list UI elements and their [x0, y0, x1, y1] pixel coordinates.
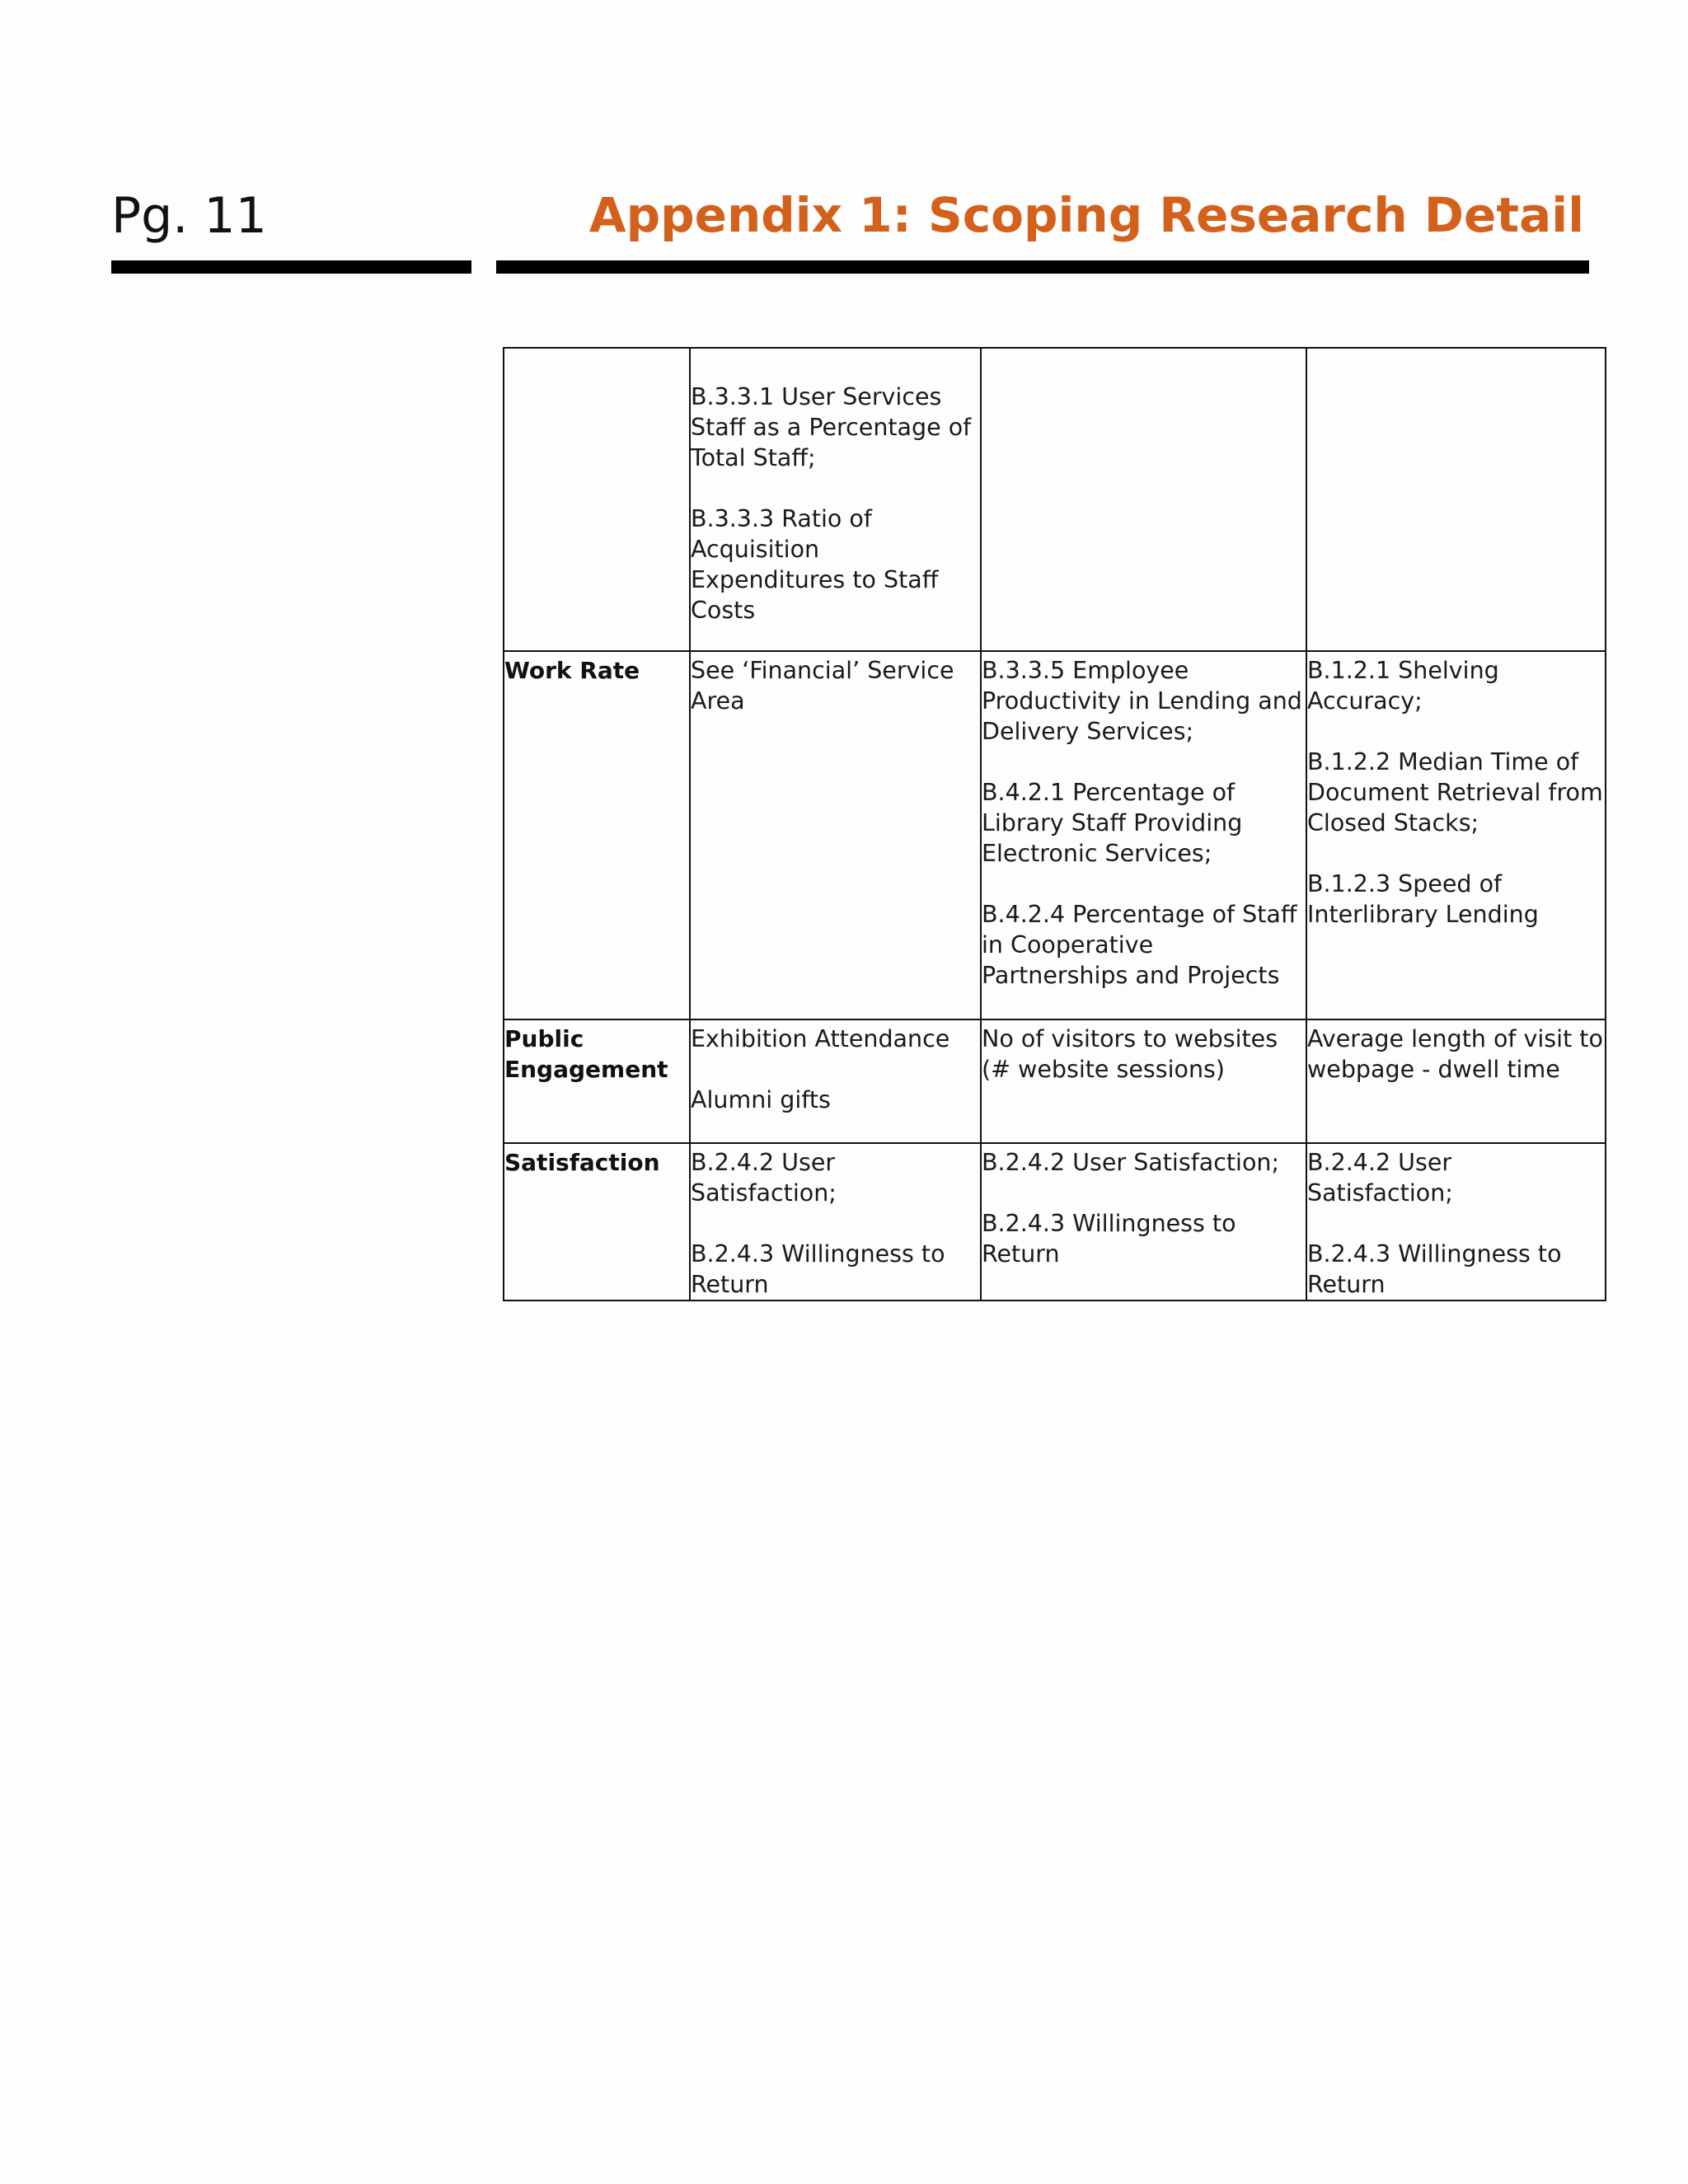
cell-item: B.3.3.5 Employee Productivity in Lending and Delivery Services;	[982, 657, 1302, 745]
table-cell	[1306, 1019, 1606, 1143]
row-label-cell	[504, 1019, 690, 1143]
table-cell	[690, 1019, 981, 1143]
table-cell	[690, 651, 981, 1019]
table-cell	[1306, 1143, 1606, 1301]
metrics-table	[503, 347, 1606, 1301]
table-row	[504, 348, 1606, 651]
cell-item: B.4.2.1 Percentage of Library Staff Providing Electronic Services;	[982, 779, 1243, 867]
header-rule-right	[496, 260, 1589, 274]
cell-item: See ‘Financial’ Service Area	[691, 657, 954, 715]
table-cell	[981, 1143, 1306, 1301]
table-row	[504, 651, 1606, 1019]
cell-item: No of visitors to websites (# website sessions)	[982, 1025, 1278, 1083]
table-row	[504, 1143, 1606, 1301]
cell-item: B.1.2.1 Shelving Accuracy;	[1307, 657, 1499, 715]
cell-item: B.3.3.3 Ratio of Acquisition Expenditures to Staff Costs	[691, 505, 939, 624]
cell-item: B.2.4.3 Willingness to Return	[691, 1240, 945, 1298]
row-label: Public Engagement	[504, 1025, 668, 1083]
cell-item: B.2.4.2 User Satisfaction;	[691, 1149, 837, 1207]
table-cell	[981, 348, 1306, 651]
table-cell	[981, 651, 1306, 1019]
cell-item: B.4.2.4 Percentage of Staff in Cooperative Partnerships and Projects	[982, 901, 1297, 989]
page-number: Pg. 11	[111, 187, 267, 245]
table-cell	[1306, 651, 1606, 1019]
table-cell	[690, 348, 981, 651]
header-rule-left	[111, 260, 471, 274]
cell-item: B.1.2.3 Speed of Interlibrary Lending	[1307, 870, 1539, 928]
row-label: Satisfaction	[504, 1149, 660, 1176]
cell-item: B.2.4.3 Willingness to Return	[982, 1210, 1236, 1268]
row-label-cell	[504, 1143, 690, 1301]
table-cell	[690, 1143, 981, 1301]
table-cell	[1306, 348, 1606, 651]
table-row	[504, 1019, 1606, 1143]
cell-item: Exhibition Attendance	[691, 1025, 950, 1052]
cell-item: B.2.4.2 User Satisfaction;	[982, 1149, 1280, 1176]
cell-item: B.1.2.2 Median Time of Document Retrieval from Closed Stacks;	[1307, 748, 1603, 837]
row-label-cell	[504, 651, 690, 1019]
cell-item: B.2.4.3 Willingness to Return	[1307, 1240, 1562, 1298]
cell-item: B.2.4.2 User Satisfaction;	[1307, 1149, 1453, 1207]
cell-item: Alumni gifts	[691, 1086, 831, 1113]
row-label: Work Rate	[504, 657, 640, 684]
cell-item: B.3.3.1 User Services Staff as a Percentage of Total Staff;	[691, 383, 972, 471]
page-title: Appendix 1: Scoping Research Detail	[588, 187, 1584, 243]
cell-item: Average length of visit to webpage - dwell time	[1307, 1025, 1603, 1083]
table-cell	[981, 1019, 1306, 1143]
row-label-cell	[504, 348, 690, 651]
